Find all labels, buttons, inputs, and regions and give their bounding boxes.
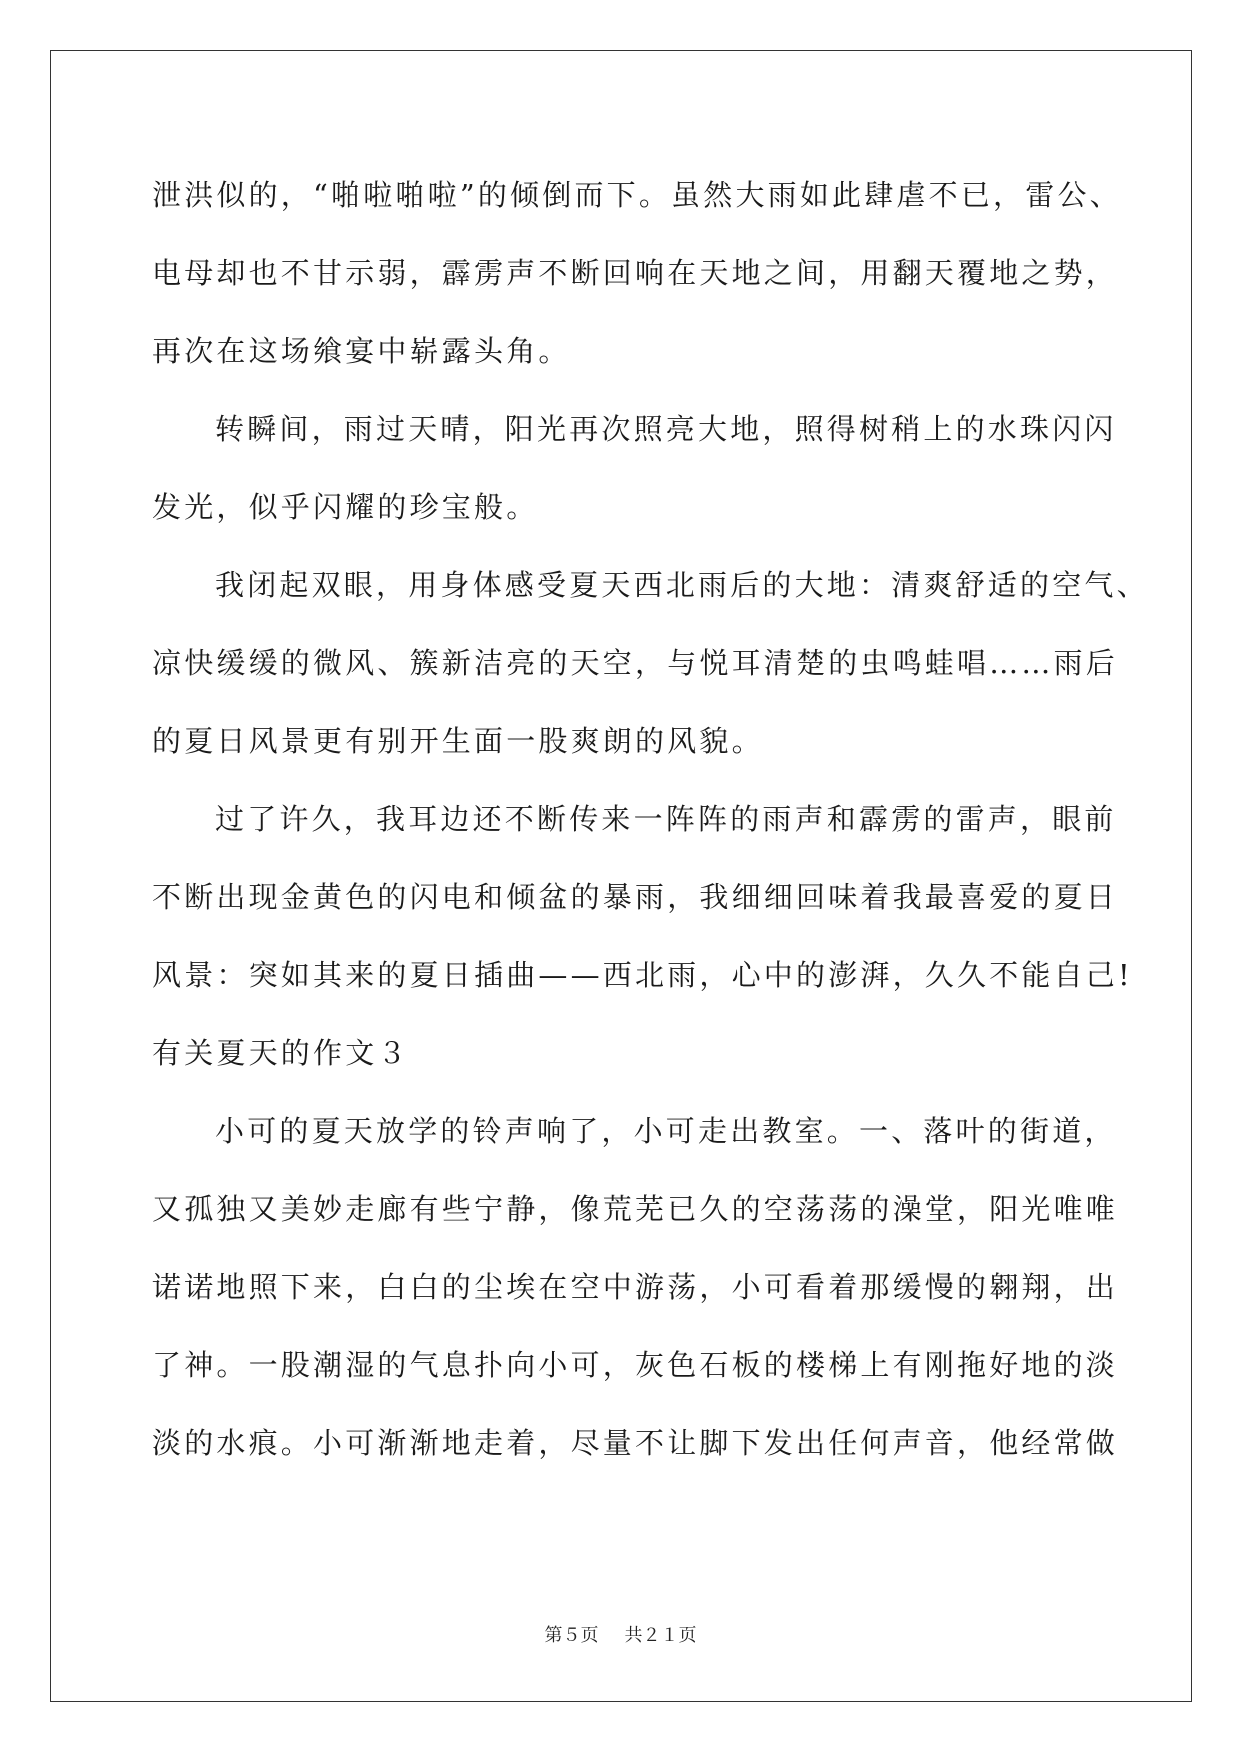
paragraph-start-line: 小可的夏天放学的铃声响了，小可走出教室。一、落叶的街道， — [215, 1114, 1117, 1148]
text-line: 了神。一股潮湿的气息扑向小可，灰色石板的楼梯上有刚拖好地的淡 — [152, 1348, 1119, 1382]
text-line: 泄洪似的，“啪啦啪啦”的倾倒而下。虽然大雨如此肆虐不已，雷公、 — [152, 178, 1122, 212]
text-line: 电母却也不甘示弱，霹雳声不断回响在天地之间，用翻天覆地之势， — [152, 256, 1119, 290]
document-body — [152, 156, 1149, 1482]
text-line: 诺诺地照下来，白白的尘埃在空中游荡，小可看着那缓慢的翱翔，出 — [152, 1270, 1119, 1304]
page-total: 共２１页 — [624, 1625, 697, 1646]
text-line: 凉快缓缓的微风、簇新洁亮的天空，与悦耳清楚的虫鸣蛙唱……雨后 — [152, 646, 1119, 680]
text-line: 又孤独又美妙走廊有些宁静，像荒芜已久的空荡荡的澡堂，阳光唯唯 — [152, 1192, 1119, 1226]
paragraph-start-line: 转瞬间，雨过天晴，阳光再次照亮大地，照得树稍上的水珠闪闪 — [215, 412, 1117, 446]
page-number: 第５页 — [544, 1625, 599, 1646]
paragraph-start-line: 我闭起双眼，用身体感受夏天西北雨后的大地：清爽舒适的空气、 — [215, 568, 1149, 602]
section-heading: 有关夏天的作文３ — [152, 1036, 410, 1070]
text-line: 不断出现金黄色的闪电和倾盆的暴雨，我细细回味着我最喜爱的夏日 — [152, 880, 1119, 914]
text-line: 风景：突如其来的夏日插曲——西北雨，心中的澎湃，久久不能自己! — [152, 958, 1133, 992]
paragraph-start-line: 过了许久，我耳边还不断传来一阵阵的雨声和霹雳的雷声，眼前 — [215, 802, 1117, 836]
text-line: 发光，似乎闪耀的珍宝般。 — [152, 490, 539, 524]
text-line: 再次在这场飨宴中崭露头角。 — [152, 334, 571, 368]
text-line: 的夏日风景更有别开生面一股爽朗的风貌。 — [152, 724, 764, 758]
page-footer — [0, 1621, 1241, 1647]
text-line: 淡的水痕。小可渐渐地走着，尽量不让脚下发出任何声音，他经常做 — [152, 1426, 1119, 1460]
